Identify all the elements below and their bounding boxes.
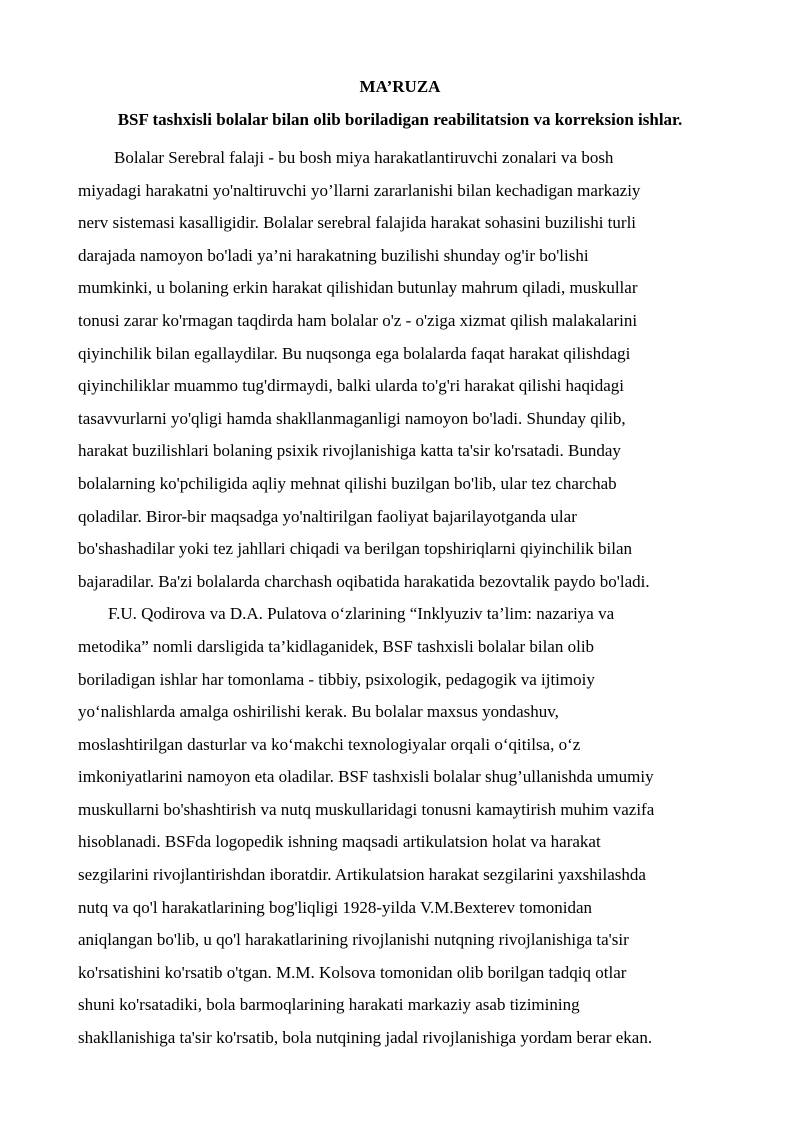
text-line: miyadagi harakatni yo'naltiruvchi yo’llarni zararlanishi bilan kechadigan markaziy <box>78 180 641 200</box>
text-line: hisoblanadi. BSFda logopedik ishning maqsadi artikulatsion holat va harakat <box>78 832 601 852</box>
text-line: bajaradilar. Ba'zi bolalarda charchash oqibatida harakatida bezovtalik paydo bo'ladi. <box>78 571 650 591</box>
text-line: qoladilar. Biror-bir maqsadga yo'naltirilgan faoliyat bajarilayotganda ular <box>78 506 577 526</box>
text-line: qiyinchiliklar muammo tug'dirmaydi, balki ularda to'g'ri harakat qilishi haqidagi <box>78 376 624 396</box>
text-line: Bolalar Serebral falaji - bu bosh miya harakatlantiruvchi zonalari va bosh <box>114 148 614 167</box>
document-body <box>78 142 728 1055</box>
paragraph-2 <box>78 598 728 1054</box>
text-line: yo‘nalishlarda amalga oshirilishi kerak. Bu bolalar maxsus yondashuv, <box>78 702 559 722</box>
text-line: tasavvurlarni yo'qligi hamda shakllanmaganligi namoyon bo'ladi. Shunday qilib, <box>78 408 626 428</box>
text-line: moslashtirilgan dasturlar va ko‘makchi texnologiyalar orqali o‘qitilsa, o‘z <box>78 734 581 754</box>
text-line: muskullarni bo'shashtirish va nutq muskullaridagi tonusni kamaytirish muhim vazifa <box>78 799 655 819</box>
text-line: ko'rsatishini ko'rsatib o'tgan. M.M. Kolsova tomonidan olib borilgan tadqiq otlar <box>78 962 627 982</box>
text-line: aniqlangan bo'lib, u qo'l harakatlarining rivojlanishi nutqning rivojlanishiga ta'sir <box>78 930 629 950</box>
text-line: qiyinchilik bilan egallaydilar. Bu nuqsonga ega bolalarda faqat harakat qilishdagi <box>78 343 631 363</box>
text-line: darajada namoyon bo'ladi ya’ni harakatning buzilishi shunday og'ir bo'lishi <box>78 245 589 265</box>
text-line: bo'shashadilar yoki tez jahllari chiqadi va berilgan topshiriqlarni qiyinchilik bilan <box>78 539 633 559</box>
text-line: boriladigan ishlar har tomonlama - tibbiy, psixologik, pedagogik va ijtimoiy <box>78 669 595 689</box>
text-line: tonusi zarar ko'rmagan taqdirda ham bolalar o'z - o'ziga xizmat qilish malakalarini <box>78 310 638 330</box>
text-line: nutq va qo'l harakatlarining bog'liqligi 1928-yilda V.M.Bexterev tomonidan <box>78 897 593 917</box>
text-line: harakat buzilishlari bolaning psixik rivojlanishiga katta ta'sir ko'rsatadi. Bunday <box>78 441 621 461</box>
text-line: nerv sistemasi kasalligidir. Bolalar serebral falajida harakat sohasini buzilishi turli <box>78 213 637 233</box>
text-line: sezgilarini rivojlantirishdan iboratdir. Artikulatsion harakat sezgilarini yaxshilashda <box>78 865 646 885</box>
text-line: imkoniyatlarini namoyon eta oladilar. BSF tashxisli bolalar shug’ullanishda umumiy <box>78 767 654 787</box>
text-line: shakllanishiga ta'sir ko'rsatib, bola nutqining jadal rivojlanishiga yordam berar ekan. <box>78 1028 653 1048</box>
text-line: shuni ko'rsatadiki, bola barmoqlarining harakati markaziy asab tizimining <box>78 995 580 1015</box>
document-subtitle: BSF tashxisli bolalar bilan olib boriladigan reabilitatsion va korreksion ishlar. <box>117 110 683 129</box>
document-title: MA’RUZA <box>359 77 441 96</box>
text-line: metodika” nomli darsligida ta’kidlaganidek, BSF tashxisli bolalar bilan olib <box>78 636 595 656</box>
text-line: F.U. Qodirova va D.A. Pulatova o‘zlarining “Inklyuziv ta’lim: nazariya va <box>108 604 615 624</box>
text-line: mumkinki, u bolaning erkin harakat qilishidan butunlay mahrum qiladi, muskullar <box>78 278 638 298</box>
paragraph-1 <box>78 142 728 598</box>
text-line: bolalarning ko'pchiligida aqliy mehnat qilishi buzilgan bo'lib, ular tez charchab <box>78 473 617 493</box>
